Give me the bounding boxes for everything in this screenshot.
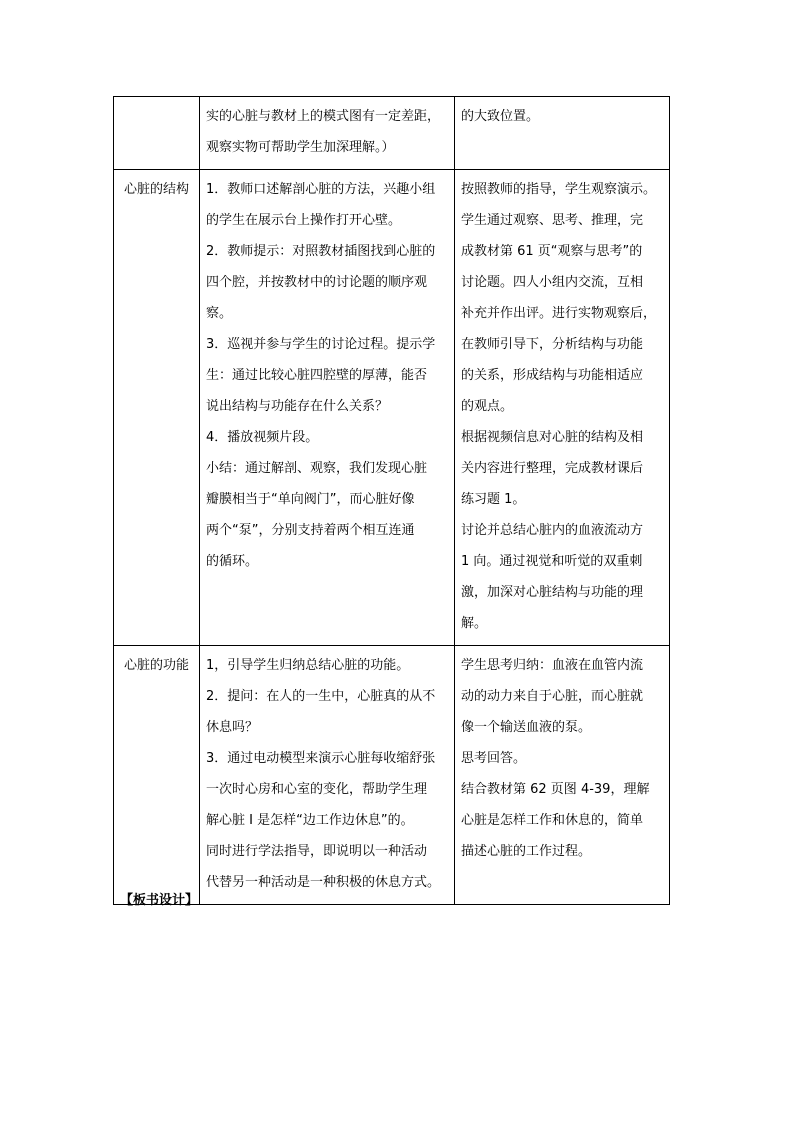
teacher-line: 一次时心房和心室的变化，帮助学生理 <box>206 782 428 797</box>
teacher-line: 3．巡视并参与学生的讨论过程。提示学 <box>206 337 436 352</box>
student-line: 的关系，形成结构与功能相适应 <box>461 368 644 383</box>
student-line: 在教师引导下，分析结构与功能 <box>461 337 644 352</box>
teacher-line: 3．通过电动模型来演示心脏每收缩舒张 <box>206 751 436 766</box>
topic-cell <box>114 170 200 646</box>
teacher-line: 说出结构与功能存在什么关系？ <box>206 399 389 414</box>
student-line: 学生通过观察、思考、推理，完 <box>461 213 644 228</box>
student-line: 补充并作出评。进行实物观察后， <box>461 306 657 321</box>
student-line: 练习题 1。 <box>461 492 526 507</box>
table-row <box>114 97 670 170</box>
teacher-line: 2．提问：在人的一生中，心脏真的从不 <box>206 689 436 704</box>
board-design-heading: 【板书设计】 <box>120 893 199 908</box>
teacher-line: 4．播放视频片段。 <box>206 430 319 445</box>
student-line: 讨论并总结心脏内的血液流动方 <box>461 523 644 538</box>
student-line: 关内容进行整理，完成教材课后 <box>461 461 644 476</box>
teacher-line: 观察实物可帮助学生加深理解。） <box>206 140 395 155</box>
student-activity-cell <box>455 170 670 646</box>
topic-label: 心脏的功能 <box>124 658 190 673</box>
topic-label: 心脏的结构 <box>124 182 190 197</box>
student-line: 心脏是怎样工作和休息的，简单 <box>461 813 644 828</box>
student-line: 激，加深对心脏结构与功能的理 <box>461 585 644 600</box>
table-row <box>114 170 670 646</box>
teacher-line: 的循环。 <box>206 554 259 569</box>
teacher-line: 四个腔，并按教材中的讨论题的顺序观 <box>206 275 428 290</box>
student-line: 思考回答。 <box>461 751 527 766</box>
student-activity-cell <box>455 646 670 905</box>
student-line: 的观点。 <box>461 399 514 414</box>
teacher-line: 瓣膜相当于“单向阀门”，而心脏好像 <box>206 492 415 507</box>
topic-cell <box>114 97 200 170</box>
student-line: 解。 <box>461 616 488 631</box>
lesson-plan-table <box>113 96 670 905</box>
teacher-line: 1．教师口述解剖心脏的方法，兴趣小组 <box>206 182 436 197</box>
teacher-line: 1，引导学生归纳总结心脏的功能。 <box>206 658 410 673</box>
teacher-line: 的学生在展示台上操作打开心壁。 <box>206 213 402 228</box>
student-line: 像一个输送血液的泵。 <box>461 720 592 735</box>
topic-label <box>120 101 195 132</box>
student-line: 的大致位置。 <box>461 109 540 124</box>
teacher-line: 代替另一种活动是一种积极的休息方式。 <box>206 875 441 890</box>
student-activity-cell <box>455 97 670 170</box>
student-line: 结合教材第 62 页图 4-39，理解 <box>461 782 650 797</box>
teacher-line: 小结：通过解剖、观察，我们发现心脏 <box>206 461 428 476</box>
student-line: 根据视频信息对心脏的结构及相 <box>461 430 644 445</box>
teacher-line: 休息吗？ <box>206 720 259 735</box>
student-line: 成教材第 61 页“观察与思考”的 <box>461 244 643 259</box>
student-line: 讨论题。四人小组内交流，互相 <box>461 275 644 290</box>
table-row <box>114 646 670 905</box>
student-line: 描述心脏的工作过程。 <box>461 844 592 859</box>
student-line: 按照教师的指导，学生观察演示。 <box>461 182 657 197</box>
teacher-line: 实的心脏与教材上的模式图有一定差距， <box>206 109 441 124</box>
teacher-activity-cell <box>200 170 455 646</box>
student-line: 动的动力来自于心脏，而心脏就 <box>461 689 644 704</box>
student-line: 学生思考归纳：血液在血管内流 <box>461 658 644 673</box>
teacher-line: 生：通过比较心脏四腔壁的厚薄，能否 <box>206 368 428 383</box>
student-line: 1 向。通过视觉和听觉的双重刺 <box>461 554 643 569</box>
teacher-line: 两个“泵”，分别支持着两个相互连通 <box>206 523 415 538</box>
topic-cell <box>114 646 200 905</box>
teacher-line: 察。 <box>206 306 233 321</box>
teacher-activity-cell <box>200 646 455 905</box>
teacher-activity-cell <box>200 97 455 170</box>
teacher-line: 解心脏 I 是怎样“边工作边休息”的。 <box>206 813 414 828</box>
teacher-line: 同时进行学法指导，即说明以一种活动 <box>206 844 428 859</box>
teacher-line: 2．教师提示：对照教材插图找到心脏的 <box>206 244 436 259</box>
